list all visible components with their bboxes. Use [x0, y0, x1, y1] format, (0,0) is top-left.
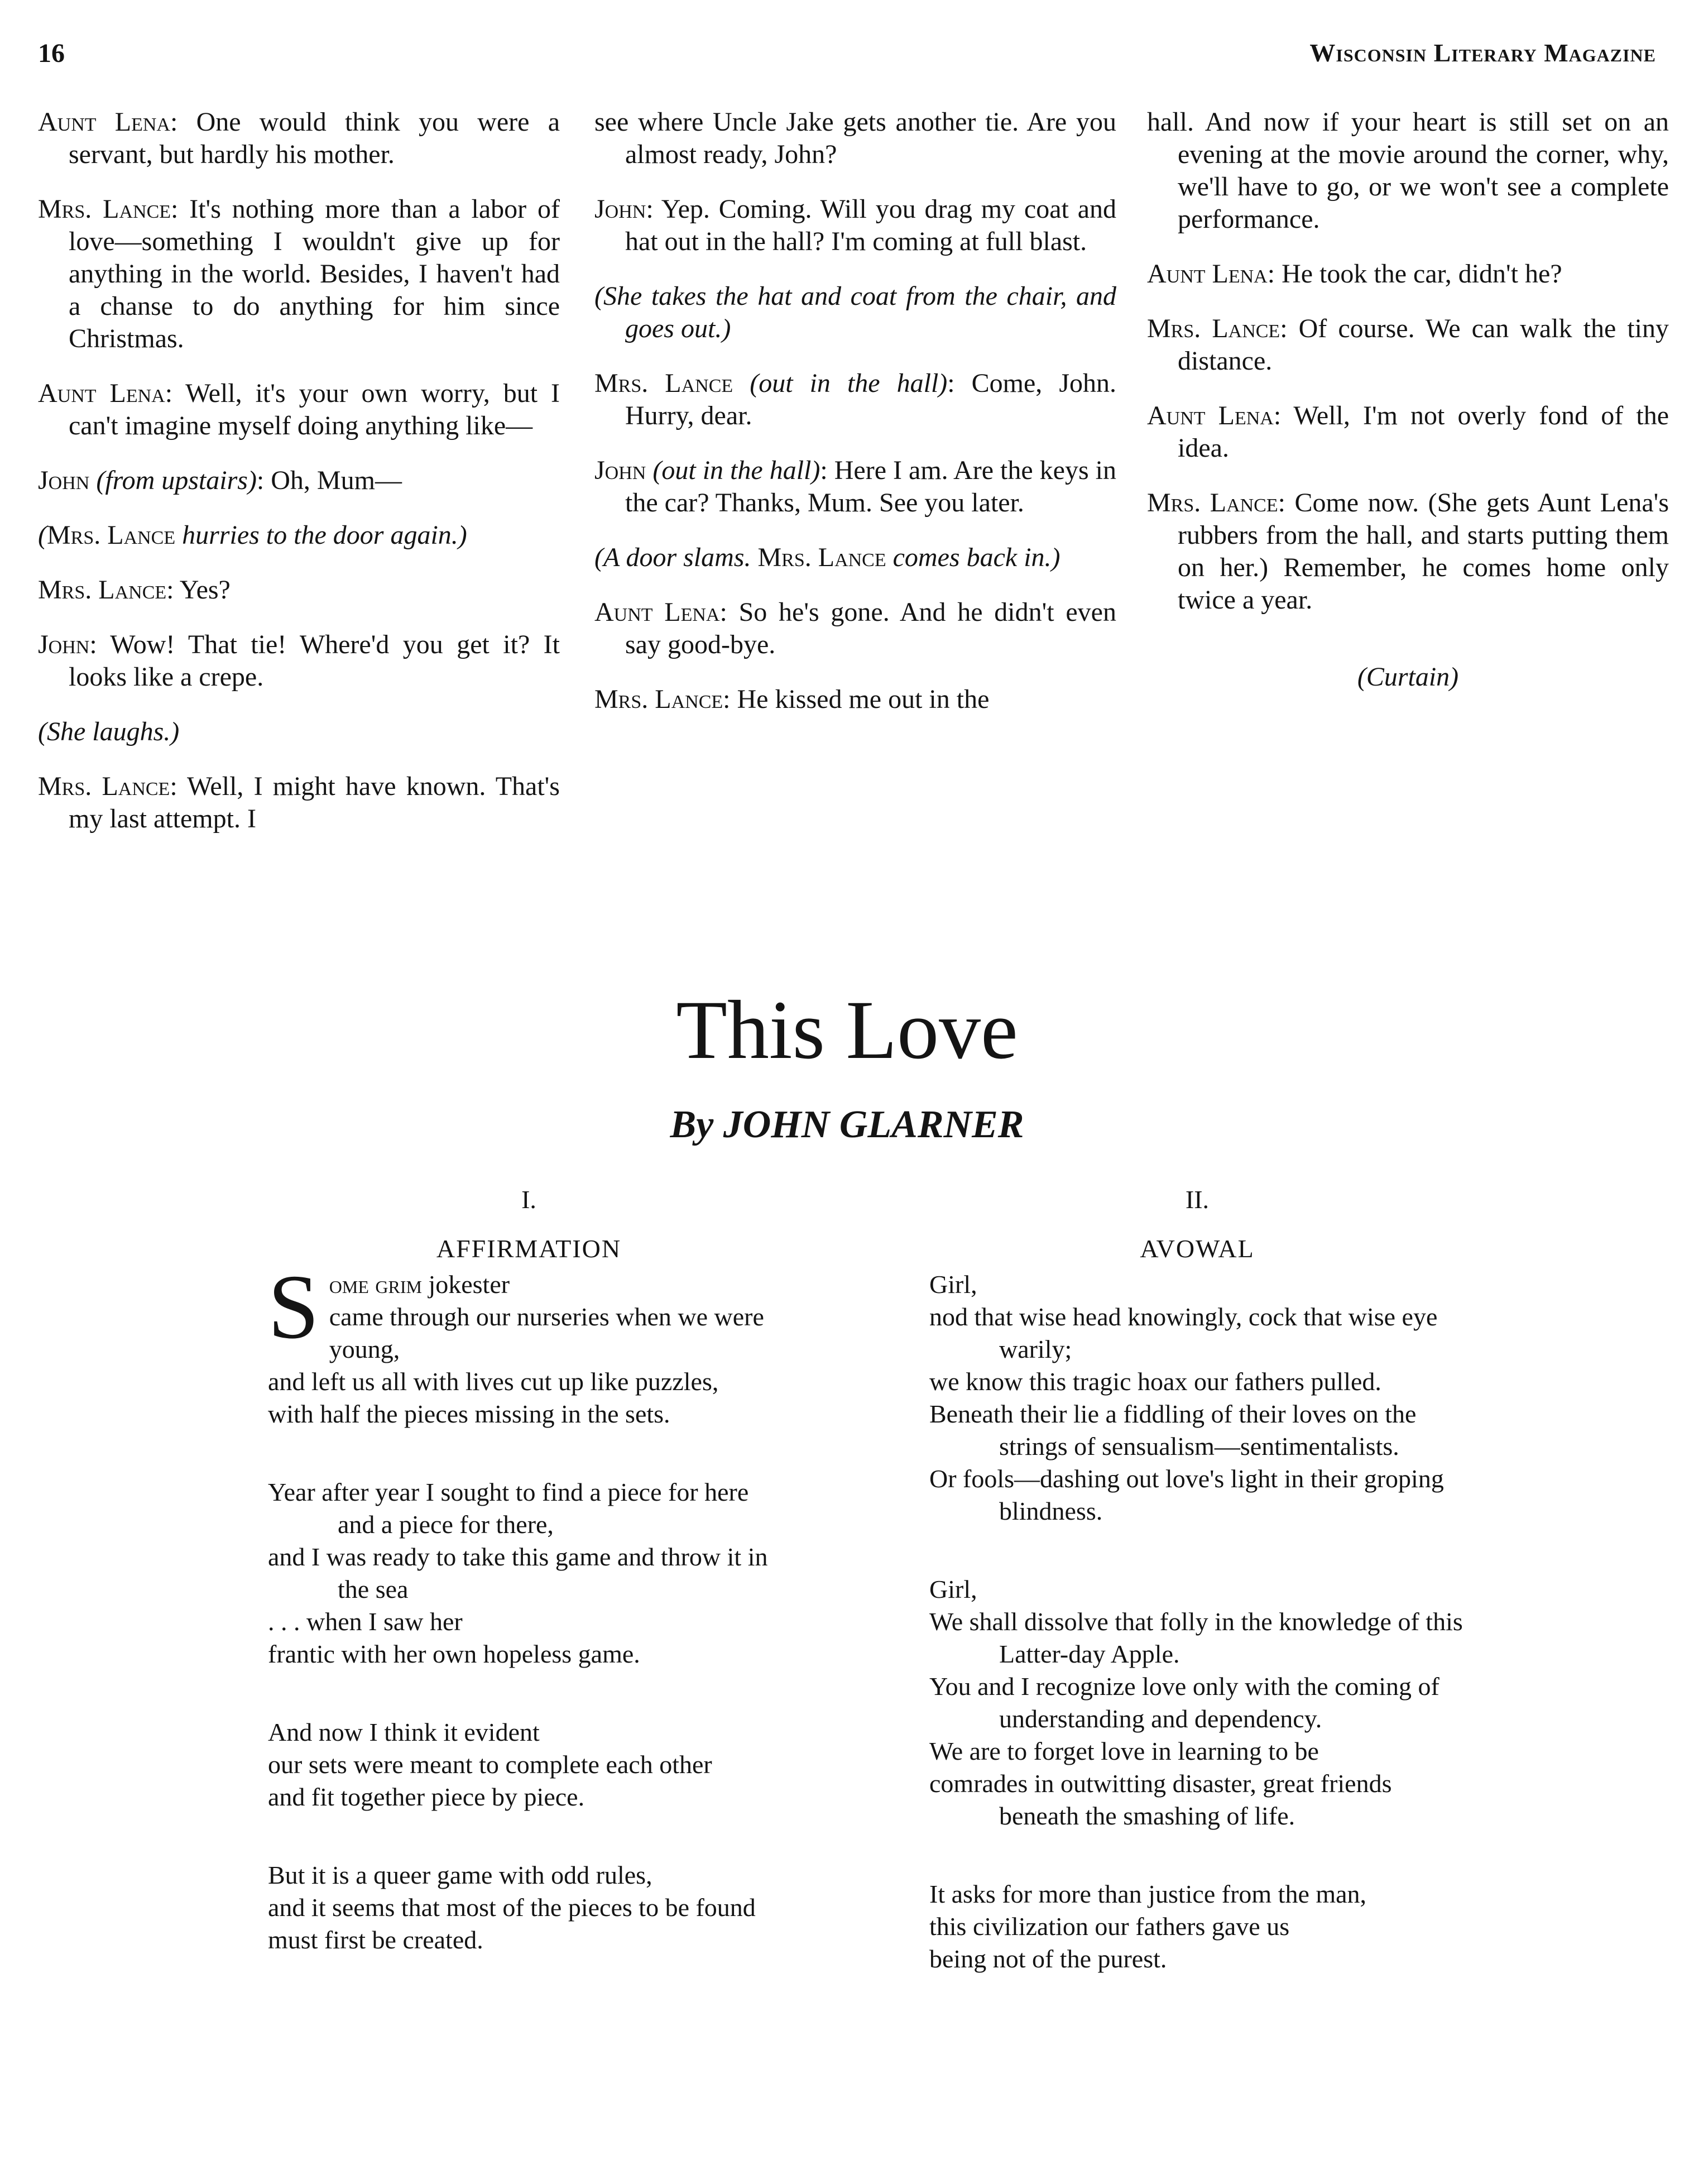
poem-line: Or fools—dashing out love's light in their groping blindness.	[929, 1464, 1444, 1525]
play-column-3	[1147, 106, 1669, 720]
poem-line: this civilization our fathers gave us	[929, 1912, 1290, 1941]
poem-title: This Love	[676, 984, 1018, 1076]
curtain-direction: (Curtain)	[1357, 662, 1459, 692]
dialogue-line: John (from upstairs): Oh, Mum—	[38, 466, 402, 495]
speaker: Mrs. Lance:	[38, 772, 177, 801]
poem-line: We shall dissolve that folly in the knowledge of this Latter-day Apple.	[929, 1607, 1463, 1668]
dialogue-continuation: see where Uncle Jake gets another tie. Are you almost ready, John?	[594, 107, 1116, 169]
poem-line: Girl,	[929, 1575, 977, 1603]
speaker: Mrs. Lance:	[594, 684, 731, 714]
part-title: AFFIRMATION	[436, 1234, 622, 1263]
poem-line: . . . when I saw her	[268, 1607, 463, 1636]
running-title: Wisconsin Literary Magazine	[1309, 39, 1656, 67]
speaker: Aunt Lena:	[38, 107, 178, 137]
speaker: Aunt Lena:	[1147, 401, 1282, 430]
play-column-1	[38, 106, 560, 858]
poem-part-1	[268, 1184, 790, 2002]
speaker: Aunt Lena:	[594, 597, 727, 627]
dialogue-line: Mrs. Lance: Of course. We can walk the tiny distance.	[1147, 314, 1669, 376]
stanza	[929, 1573, 1465, 1832]
dialogue-line: John: Wow! That tie! Where'd you get it? It looks like a crepe.	[38, 630, 560, 692]
poem-line: Year after year I sought to find a piece for here and a piece for there,	[268, 1478, 749, 1539]
stanza	[268, 1859, 790, 1956]
poem-line: and it seems that most of the pieces to be found	[268, 1893, 756, 1922]
speaker: Aunt Lena:	[1147, 259, 1275, 289]
dialogue-line: Aunt Lena: Well, I'm not overly fond of the idea.	[1147, 401, 1669, 463]
poem-line: Girl,	[929, 1270, 977, 1299]
poem-line: comrades in outwitting disaster, great friends beneath the smashing of life.	[929, 1769, 1392, 1830]
dialogue-line: John: Yep. Coming. Will you drag my coat and hat out in the hall? I'm coming at full blast.	[594, 194, 1116, 256]
part-numeral: II.	[1185, 1185, 1210, 1214]
dialogue-line: Aunt Lena: Well, it's your own worry, but I can't imagine myself doing anything like—	[38, 379, 560, 440]
poem-line: we know this tragic hoax our fathers pulled.	[929, 1367, 1381, 1396]
dialogue-line: John (out in the hall): Here I am. Are the keys in the car? Thanks, Mum. See you later.	[594, 456, 1117, 518]
part-numeral: I.	[521, 1185, 536, 1214]
stage-direction: (Mrs. Lance hurries to the door again.)	[38, 520, 467, 550]
stage-direction: (A door slams. Mrs. Lance comes back in.)	[594, 543, 1060, 572]
poem-line: came through our nurseries when we were young,	[329, 1302, 764, 1363]
poem-line: our sets were meant to complete each other	[268, 1750, 712, 1779]
stanza	[929, 1878, 1465, 1975]
drop-cap: S	[268, 1268, 319, 1358]
speaker: Mrs. Lance:	[38, 194, 179, 224]
speaker: John:	[38, 630, 97, 659]
poem-line: and fit together piece by piece.	[268, 1783, 585, 1811]
speaker: Aunt Lena:	[38, 379, 173, 408]
stanza	[268, 1268, 790, 1430]
poem-line: frantic with her own hopeless game.	[268, 1640, 640, 1668]
dialogue-line: Aunt Lena: He took the car, didn't he?	[1147, 259, 1562, 289]
dialogue-line: Mrs. Lance: It's nothing more than a labor of love—something I wouldn't give up for anything in the world. Besides, I haven't had a chanse to do anything for him since Christmas.	[38, 194, 560, 353]
poem-line: nod that wise head knowingly, cock that wise eye warily;	[929, 1302, 1438, 1363]
play-column-2	[594, 106, 1116, 738]
poem-line: It asks for more than justice from the man,	[929, 1880, 1367, 1908]
dialogue-line: Mrs. Lance: Come now. (She gets Aunt Lena's rubbers from the hall, and starts putting them on her.) Remember, he comes home only twice a year.	[1147, 488, 1669, 615]
poem-line: We are to forget love in learning to be	[929, 1737, 1319, 1765]
dialogue-line: Mrs. Lance: Well, I might have known. That's my last attempt. I	[38, 772, 560, 834]
part-title: AVOWAL	[1140, 1234, 1255, 1263]
poem-line: You and I recognize love only with the coming of understanding and dependency.	[929, 1672, 1439, 1733]
stanza	[268, 1476, 790, 1670]
stanza	[268, 1716, 790, 1813]
poem-line: And now I think it evident	[268, 1718, 540, 1746]
speaker: Mrs. Lance	[594, 368, 733, 398]
dialogue-line: Aunt Lena: So he's gone. And he didn't even say good-bye.	[594, 597, 1116, 659]
dialogue-line: Mrs. Lance: He kissed me out in the	[594, 684, 990, 714]
stage-direction: (She laughs.)	[38, 717, 180, 746]
poem-first-line: S ome grim jokester came through our nurseries when we were young,	[268, 1268, 790, 1366]
speaker: Mrs. Lance:	[38, 575, 174, 605]
dialogue-line: Mrs. Lance (out in the hall): Come, John. Hurry, dear.	[594, 368, 1117, 430]
poem-part-2	[929, 1184, 1465, 2021]
stanza	[929, 1268, 1465, 1527]
poem-line: Beneath their lie a fiddling of their loves on the strings of sensualism—sentimentalists.	[929, 1400, 1417, 1460]
poem-line: being not of the purest.	[929, 1944, 1167, 1973]
dialogue-line: Aunt Lena: One would think you were a servant, but hardly his mother.	[38, 107, 560, 169]
speaker: Mrs. Lance:	[1147, 488, 1285, 518]
poem-line: and I was ready to take this game and throw it in the sea	[268, 1543, 768, 1603]
poem-line: But it is a queer game with odd rules,	[268, 1861, 652, 1889]
stage-direction: (She takes the hat and coat from the chair, and goes out.)	[594, 281, 1116, 343]
poem-byline: By JOHN GLARNER	[670, 1103, 1024, 1146]
speaker: John	[38, 466, 90, 495]
poem-line: with half the pieces missing in the sets.	[268, 1400, 670, 1428]
dialogue-continuation: hall. And now if your heart is still set on an evening at the movie around the corner, why, we'll have to go, or we won't see a complete performance.	[1147, 107, 1669, 234]
page-number: 16	[38, 39, 65, 68]
speaker: Mrs. Lance:	[1147, 314, 1288, 343]
speaker: John	[594, 456, 646, 485]
poem-line: must first be created.	[268, 1926, 483, 1954]
page-header	[38, 38, 1656, 77]
speaker: John:	[594, 194, 654, 224]
poem-line: and left us all with lives cut up like puzzles,	[268, 1367, 719, 1396]
dialogue-line: Mrs. Lance: Yes?	[38, 575, 231, 605]
